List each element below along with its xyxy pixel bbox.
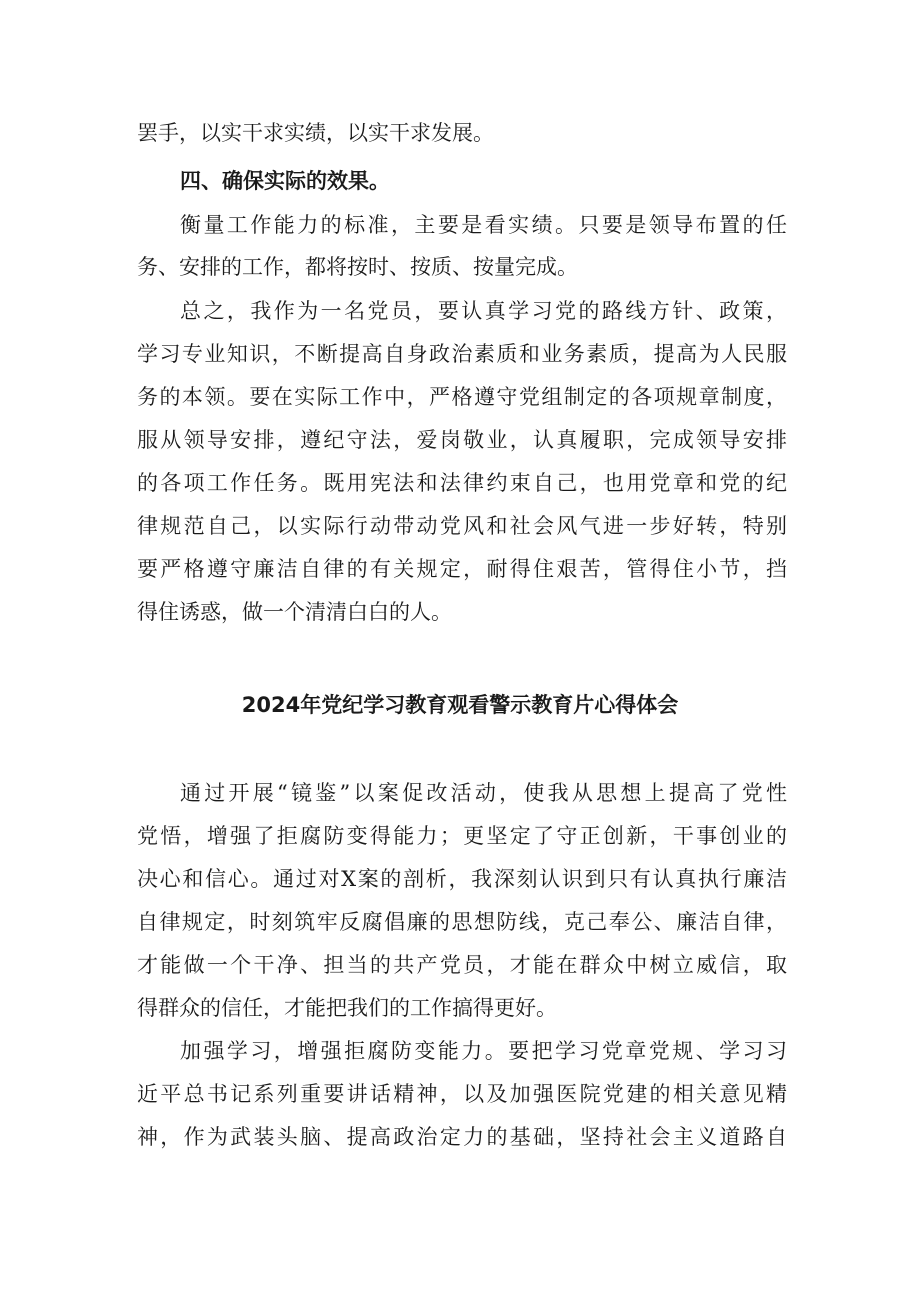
text-line: 衡量工作能力的标准，主要是看实绩。只要是领导布置的任: [180, 213, 787, 237]
text-line: 神，作为武装头脑、提高政治定力的基础，坚持社会主义道路自: [137, 1125, 787, 1149]
text-line: 加强学习，增强拒腐防变能力。要把学习党章党规、学习习: [180, 1039, 787, 1063]
text-line: 得住诱惑，做一个清清白白的人。: [137, 600, 452, 624]
text-line: 罢手，以实干求实绩，以实干求发展。: [137, 121, 494, 145]
text-line: 的各项工作任务。既用宪法和法律约束自己，也用党章和党的纪: [137, 471, 787, 495]
text-line: 总之，我作为一名党员，要认真学习党的路线方针、政策，: [180, 299, 787, 323]
text-line: 律规范自己，以实际行动带动党风和社会风气进一步好转，特别: [137, 514, 787, 538]
text-line: 近平总书记系列重要讲话精神，以及加强医院党建的相关意见精: [137, 1082, 787, 1106]
text-line: 才能做一个干净、担当的共产党员，才能在群众中树立威信，取: [137, 953, 787, 977]
text-line: 自律规定，时刻筑牢反腐倡廉的思想防线，克己奉公、廉洁自律，: [137, 910, 787, 934]
text-line: 通过开展“镜鉴”以案促改活动，使我从思想上提高了党性: [180, 781, 787, 805]
text-line: 学习专业知识，不断提高自身政治素质和业务素质，提高为人民服: [137, 342, 787, 366]
text-line: 得群众的信任，才能把我们的工作搞得更好。: [137, 996, 557, 1020]
section-heading: 四、确保实际的效果。: [180, 169, 390, 193]
text-line: 务、安排的工作，都将按时、按质、按量完成。: [137, 255, 578, 279]
text-line: 务的本领。要在实际工作中，严格遵守党组制定的各项规章制度，: [137, 385, 787, 409]
article-title: 2024年党纪学习教育观看警示教育片心得体会: [241, 693, 679, 717]
text-line: 要严格遵守廉洁自律的有关规定，耐得住艰苦，管得住小节，挡: [137, 557, 787, 581]
text-line: 服从领导安排，遵纪守法，爱岗敬业，认真履职，完成领导安排: [137, 428, 787, 452]
text-line: 党悟，增强了拒腐防变得能力；更坚定了守正创新，干事创业的: [137, 824, 787, 848]
text-line: 决心和信心。通过对X案的剖析，我深刻认识到只有认真执行廉洁: [137, 867, 787, 891]
